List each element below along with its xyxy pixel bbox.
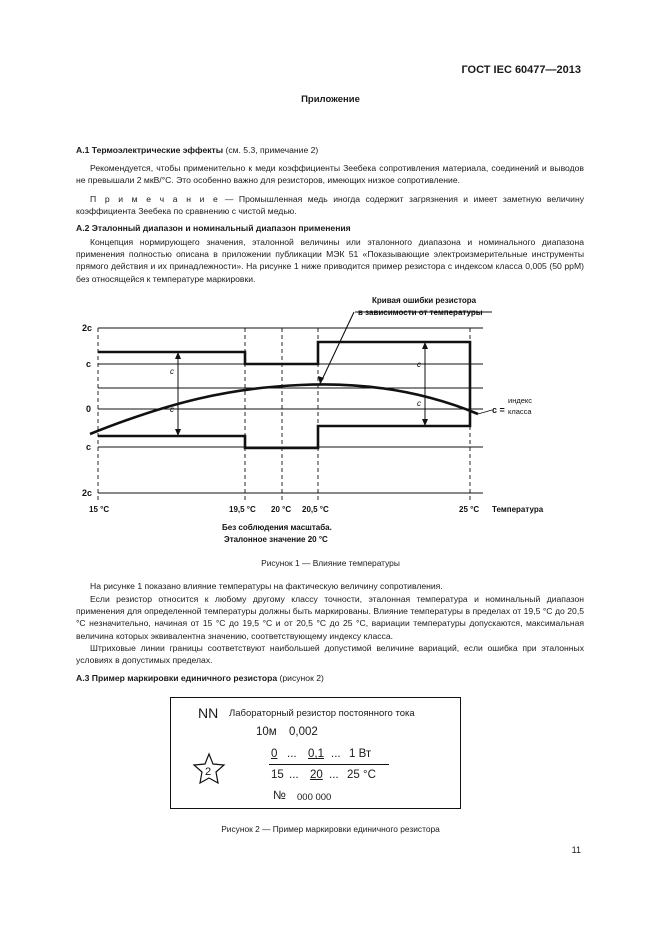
curve-label-line-2: в зависимости от температуры [358,308,483,317]
note-text: — Промышленная медь иногда содержит загрязнения и имеет заметную величину коэффициента Зеебека по сравнению с чистой медью. [76,194,584,217]
standard-designation: ГОСТ IEC 60477—2013 [461,64,581,76]
section-a2-number: А.2 [76,223,90,233]
marking-temp-low: 15 [271,769,284,781]
marking-dots: ... [331,748,341,760]
temperature-influence-diagram [0,290,661,550]
marking-serial: 000 000 [297,792,332,803]
marking-power-low: 0 [271,748,278,760]
section-a3-number: А.3 [76,673,90,683]
section-a1-paragraph: Рекомендуется, чтобы применительно к меди коэффициенты Зеебека сопротивления материала, соединений и выводов не превышали 2 мкВ/°С. Это особенно важно для резисторов, имеющих низкое сопротивление. [76,163,584,186]
y-tick-zero: 0 [86,404,92,414]
marking-temp-high: 25 °С [347,769,376,781]
marking-resistance-class: 0,002 [289,726,318,738]
resistor-marking-box [170,697,461,809]
section-a2-title: Эталонный диапазон и номинальный диапазон применения [91,223,351,233]
curve-pointer-line [320,312,354,384]
section-a2-heading [76,222,584,234]
section-a3-ref: (рисунок 2) [277,673,324,683]
class-index-word-2: класса [508,407,532,416]
marking-description: Лабораторный резистор постоянного тока [229,708,415,719]
curve-label-line-1: Кривая ошибки резистора [372,296,477,305]
section-a1-note [76,193,584,217]
marking-power-mid: 0,1 [308,748,324,760]
section-a1-title: Термоэлектрические эффекты [91,145,224,155]
inner-c-label: c [170,405,174,414]
paragraph-dashed-lines: Штриховые линии границы соответствуют наибольшей допустимой величине вариаций, если ошибка при эталонных условиях в допустимых пределах. [76,643,584,666]
class-index-c: c = [492,405,505,415]
appendix-title: Приложение [301,94,360,105]
star-class-number: 2 [205,766,212,778]
class-index-word-1: индекс [508,396,532,405]
inner-c-label: c [417,360,421,369]
page-number: 11 [571,845,581,855]
section-a2-paragraph: Концепция нормирующего значения, эталонной величины или эталонного диапазона и номинального диапазона применения полностью описана в приложении публикации МЭК 51 «Показывающие электроизмерительные инструменты прямого действия и их принадлежности». На рисунке 1 ниже приводится пример резистора с индексом класса 0,005 (50 ppM) без относящейся к температуре маркировки. [76,237,584,284]
marking-divider [269,764,389,765]
section-a3-heading [76,672,584,684]
section-a1-ref: (см. 5.3, примечание 2) [223,145,319,155]
marking-dots: ... [289,769,299,781]
star-class-icon [191,752,227,786]
paragraph-class-accuracy: Если резистор относится к любому другому классу точности, эталонная температура и номинальный диапазон применения для определенной температуры должны быть маркированы. Влияние температуры в пределах от 19,5 °С до 20,5 °С незначительно, начиная от 15 °С до 19,5 °С и от 20,5 °С до 25 °С, вариации температуры допускаются, максимальная величина которых эквивалентна значению, соответствующему индексу класса. [76,594,584,641]
section-a1-number: А.1 [76,145,90,155]
y-tick-plus-2c: 2c [82,323,93,333]
note-label: П р и м е ч а н и е [90,194,220,204]
figure-footnote-scale: Без соблюдения масштаба. [222,523,332,532]
marking-power-high: 1 Вт [349,748,372,760]
section-a3-title: Пример маркировки единичного резистора [91,673,278,683]
figure-1-caption: Рисунок 1 — Влияние температуры [261,558,400,568]
x-tick-15: 15 °С [89,505,110,514]
figure-footnote-reference: Эталонное значение 20 °С [224,535,328,544]
x-tick-20-5: 20,5 °С [302,505,329,514]
x-axis-label: Температура [492,505,544,514]
x-tick-20: 20 °С [271,505,292,514]
marking-nn: NN [198,705,219,721]
paragraph-figure-explanation: На рисунке 1 показано влияние температуры на фактическую величину сопротивления. [90,581,443,591]
marking-number-sign: № [273,788,286,802]
marking-resistance: 10м [256,726,277,738]
x-tick-25: 25 °С [459,505,480,514]
x-tick-19-5: 19,5 °С [229,505,256,514]
y-tick-minus-c: c [86,442,92,452]
class-index-pointer [478,410,492,414]
y-tick-minus-2c: 2c [82,488,93,498]
marking-dots: ... [329,769,339,781]
section-a1-heading [76,144,584,156]
marking-dots: ... [287,748,297,760]
figure-2-caption: Рисунок 2 — Пример маркировки единичного резистора [221,824,440,834]
inner-c-label: c [417,399,421,408]
marking-temp-mid: 20 [310,769,323,781]
y-tick-plus-c: c [86,359,92,369]
inner-c-label: c [170,367,174,376]
